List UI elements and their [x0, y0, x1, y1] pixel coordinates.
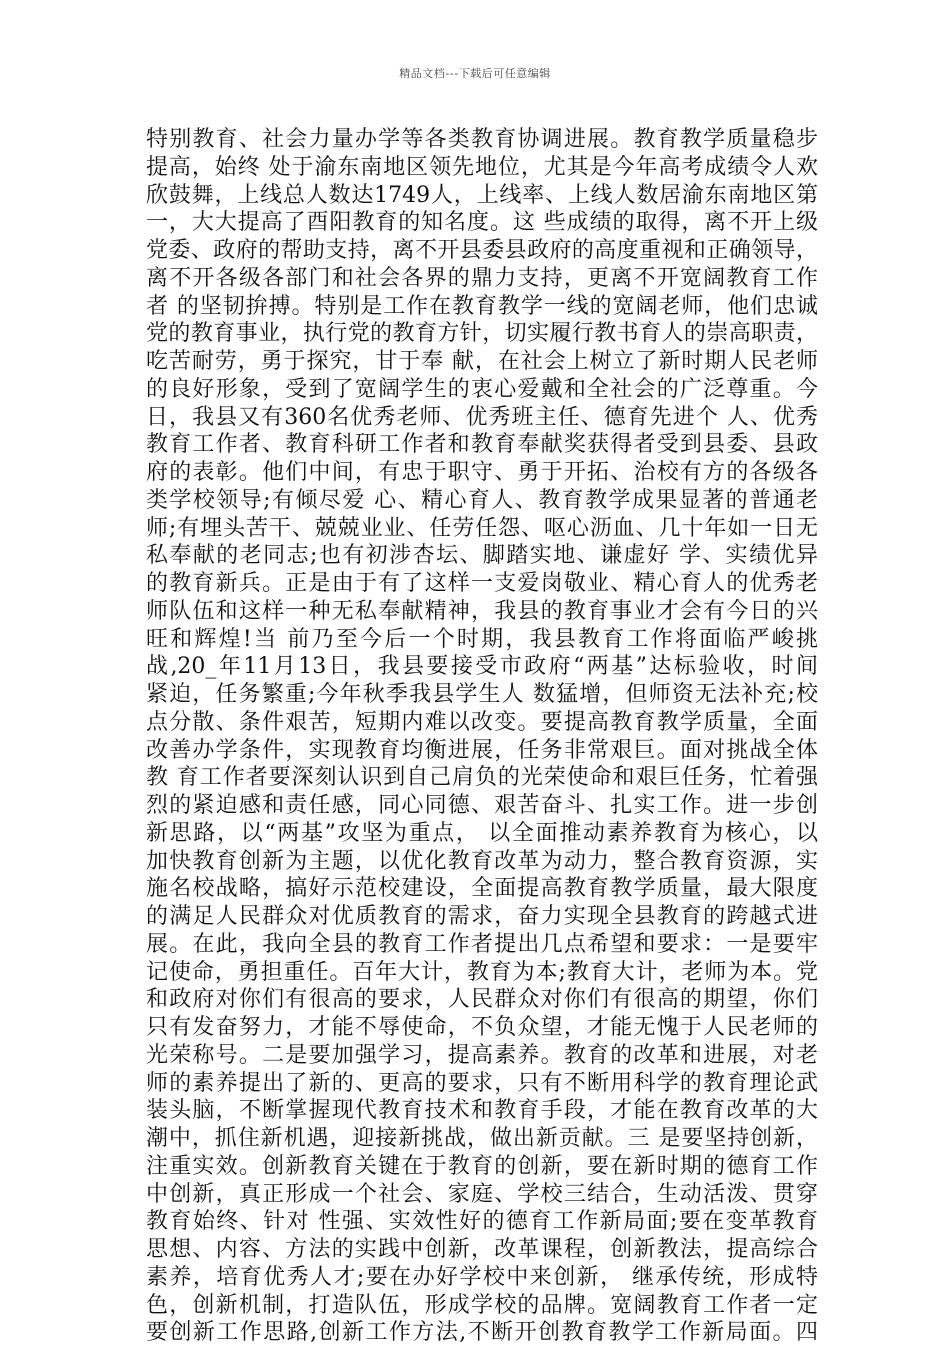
page-header: 精品文档---下载后可任意编辑	[399, 67, 551, 80]
text-line: 烈的紧迫感和责任感，同心同德、艰苦奋斗、扎实工作。进一步创	[146, 793, 818, 818]
text-line: 潮中，抓住新机遇，迎接新挑战，做出新贡献。三 是要坚持创新，	[146, 1126, 818, 1151]
text-line: 光荣称号。二是要加强学习，提高素养。教育的改革和进展，对老	[146, 1042, 818, 1068]
text-line: 的满足人民群众对优质教育的需求，奋力实现全县教育的跨越式进	[146, 904, 818, 929]
text-line: 教育工作者、教育科研工作者和教育奉献奖获得者受到县委、县政	[146, 432, 818, 458]
text-line: 党委、政府的帮助支持，离不开县委县政府的高度重视和正确领导，	[146, 238, 818, 263]
text-line: 素养，培育优秀人才;要在办好学校中来创新， 继承传统，形成特	[146, 1264, 818, 1290]
text-line: 新思路，以“两基”攻坚为重点， 以全面推动素养教育为核心，以	[146, 820, 818, 846]
text-line: 府的表彰。他们中间，有忠于职守、勇于开拓、治校有方的各级各	[146, 460, 818, 485]
text-line: 欣鼓舞，上线总人数达1749人，上线率、上线人数居渝东南地区第	[146, 182, 818, 208]
text-line: 旺和辉煌!当 前乃至今后一个时期，我县教育工作将面临严峻挑	[146, 626, 818, 652]
text-line: 要创新工作思路,创新工作方法,不断开创教育教学工作新局面。四	[146, 1320, 818, 1346]
body-text	[146, 126, 818, 1347]
text-line: 离不开各级各部门和社会各界的鼎力支持，更离不开宽阔教育工作	[146, 265, 818, 291]
text-line: 战,20_年11月13日，我县要接受市政府“两基”达标验收，时间	[146, 654, 818, 680]
text-line: 装头脑，不断掌握现代教育技术和教育手段，才能在教育改革的大	[146, 1098, 818, 1124]
text-line: 思想、内容、方法的实践中创新，改革课程，创新教法，提高综合	[146, 1237, 818, 1262]
text-line: 色，创新机制，打造队伍，形成学校的品牌。宽阔教育工作者一定	[146, 1292, 818, 1318]
text-line: 的教育新兵。正是由于有了这样一支爱岗敬业、精心育人的优秀老	[146, 571, 818, 596]
text-line: 记使命，勇担重任。百年大计，教育为本;教育大计，老师为本。党	[146, 959, 818, 985]
text-line: 改善办学条件，实现教育均衡进展，任务非常艰巨。面对挑战全体	[146, 737, 818, 763]
text-line: 教育始终、针对 性强、实效性好的德育工作新局面;要在变革教育	[146, 1209, 818, 1235]
text-line: 师队伍和这样一种无私奉献精神，我县的教育事业才会有今日的兴	[146, 598, 818, 624]
text-line: 施名校战略，搞好示范校建设，全面提高教育教学质量，最大限度	[146, 876, 818, 902]
text-line: 注重实效。创新教育关键在于教育的创新，要在新时期的德育工作	[146, 1153, 818, 1179]
text-line: 师;有埋头苦干、兢兢业业、任劳任怨、呕心沥血、几十年如一日无	[146, 515, 818, 541]
text-line: 党的教育事业，执行党的教育方针，切实履行教书育人的崇高职责，	[146, 321, 818, 347]
text-line: 类学校领导;有倾尽爱 心、精心育人、教育教学成果显著的普通老	[146, 487, 818, 513]
text-line: 和政府对你们有很高的要求，人民群众对你们有很高的期望，你们	[146, 987, 818, 1013]
text-line: 提高，始终 处于渝东南地区领先地位，尤其是今年高考成绩令人欢	[146, 154, 818, 180]
text-line: 吃苦耐劳，勇于探究，甘于奉 献，在社会上树立了新时期人民老师	[146, 349, 818, 374]
text-line: 中创新，真正形成一个社会、家庭、学校三结合，生动活泼、贯穿	[146, 1181, 818, 1207]
text-line: 只有发奋努力，才能不辱使命，不负众望，才能无愧于人民老师的	[146, 1015, 818, 1040]
text-line: 教 育工作者要深刻认识到自己肩负的光荣使命和艰巨任务，忙着强	[146, 765, 818, 791]
text-line: 特别教育、社会力量办学等各类教育协调进展。教育教学质量稳步	[146, 127, 818, 152]
text-line: 加快教育创新为主题，以优化教育改革为动力，整合教育资源，实	[146, 848, 818, 874]
text-line: 展。在此，我向全县的教育工作者提出几点希望和要求：一是要牢	[146, 931, 818, 957]
text-line: 日，我县又有360名优秀老师、优秀班主任、德育先进个 人、优秀	[146, 404, 818, 430]
text-line: 私奉献的老同志;也有初涉杏坛、脚踏实地、谦虚好 学、实绩优异	[146, 543, 818, 569]
text-line: 点分散、条件艰苦，短期内难以改变。要提高教育教学质量，全面	[146, 709, 818, 735]
text-line: 师的素养提出了新的、更高的要求，只有不断用科学的教育理论武	[146, 1070, 818, 1096]
text-line: 者 的坚韧拚搏。特别是工作在教育教学一线的宽阔老师，他们忠诚	[146, 293, 818, 319]
text-line: 一，大大提高了酉阳教育的知名度。这 些成绩的取得，离不开上级	[146, 210, 818, 236]
text-line: 的良好形象，受到了宽阔学生的衷心爱戴和全社会的广泛尊重。今	[146, 376, 818, 402]
text-line: 紧迫，任务繁重;今年秋季我县学生人 数猛增，但师资无法补充;校	[146, 682, 818, 707]
